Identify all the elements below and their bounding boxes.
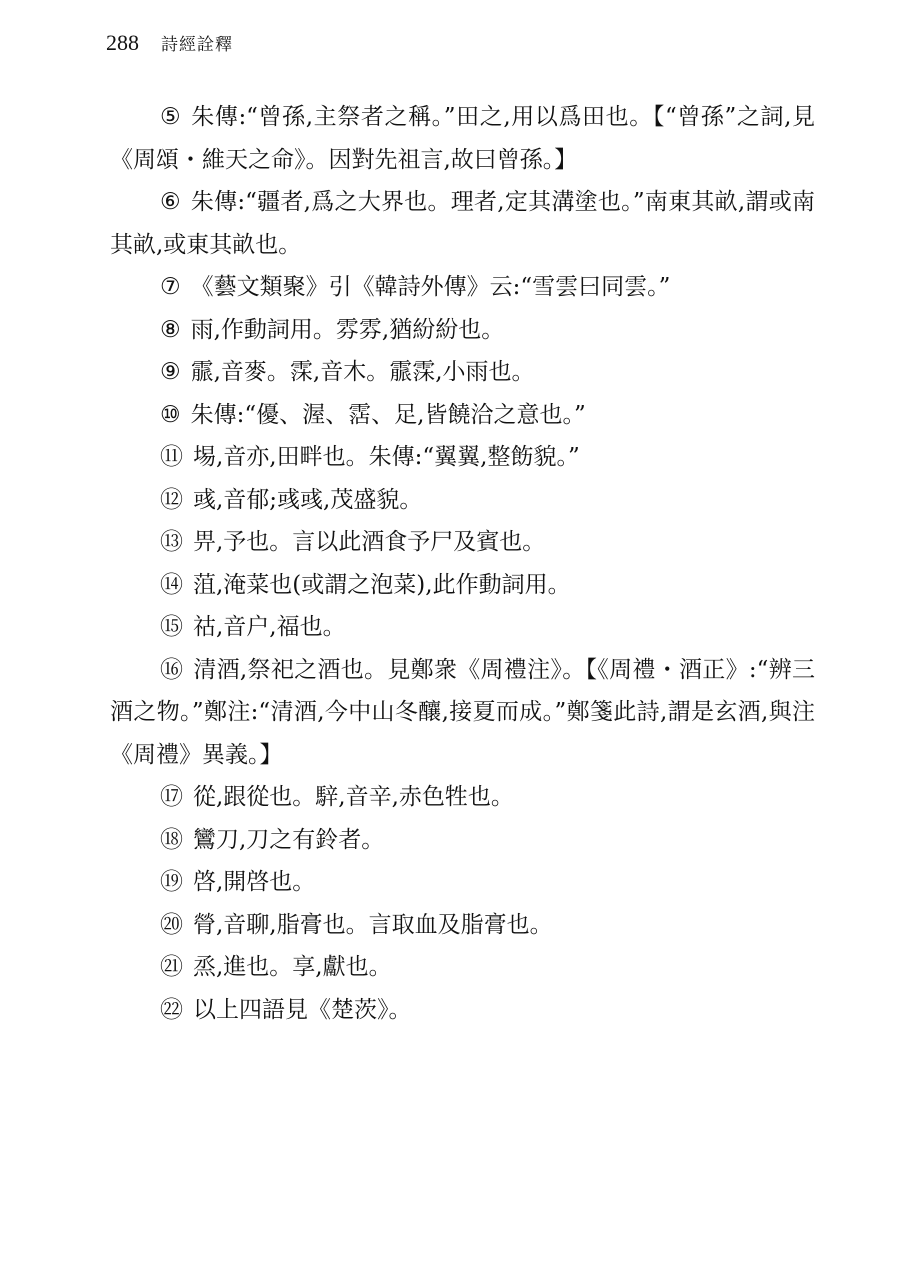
note-text: 畀,予也。言以此酒食予尸及賓也。 <box>193 529 546 555</box>
note-marker: ⑱ <box>160 826 183 853</box>
note-12 <box>110 479 815 522</box>
note-marker: ⑭ <box>160 571 183 598</box>
note-9 <box>110 351 815 394</box>
note-13 <box>110 521 815 564</box>
note-marker: ⑬ <box>160 529 183 555</box>
note-text: 清酒,祭祀之酒也。見鄭衆《周禮注》。【《周禮・酒正》:“辨三酒之物。”鄭注:“清酒,今中山冬釀,接夏而成。”鄭箋此詩,謂是玄酒,與注《周禮》異義。】 <box>110 656 816 768</box>
page-number: 288 <box>106 30 139 55</box>
note-14 <box>110 564 815 607</box>
note-8 <box>110 309 815 352</box>
note-text: 《藝文類聚》引《韓詩外傳》云:“雪雲曰同雲。” <box>190 274 671 300</box>
note-15 <box>110 606 815 649</box>
note-text: 雨,作動詞用。雰雰,猶紛紛也。 <box>190 316 505 343</box>
note-marker: ㉑ <box>160 954 183 980</box>
note-marker: ⑲ <box>160 869 183 895</box>
note-11 <box>110 436 815 479</box>
note-text: 膋,音聊,脂膏也。言取血及脂膏也。 <box>193 911 553 938</box>
endnotes <box>110 96 815 1031</box>
note-text: 朱傳:“曾孫,主祭者之稱。”田之,用以爲田也。【“曾孫”之詞,見《周頌・維天之命》。因對先祖言,故曰曾孫。】 <box>110 104 816 173</box>
note-6 <box>110 181 815 266</box>
note-22 <box>110 989 815 1032</box>
note-marker: ⑧ <box>160 316 181 343</box>
note-marker: ⑦ <box>160 274 181 300</box>
note-text: 霢,音麥。霂,音木。霢霂,小雨也。 <box>190 359 535 385</box>
note-marker: ⑳ <box>160 911 183 938</box>
note-text: 菹,淹菜也(或謂之泡菜),此作動詞用。 <box>193 571 571 598</box>
running-head <box>106 30 233 64</box>
note-text: 從,跟從也。騂,音辛,赤色牲也。 <box>193 784 514 810</box>
note-marker: ⑪ <box>160 444 183 470</box>
note-text: 彧,音郁;彧彧,茂盛貌。 <box>193 486 423 513</box>
note-20 <box>110 904 815 947</box>
note-marker: ⑥ <box>160 189 181 215</box>
book-title: 詩經詮釋 <box>161 35 233 55</box>
note-21 <box>110 946 815 989</box>
note-text: 啓,開啓也。 <box>193 869 316 895</box>
note-marker: ⑯ <box>160 656 184 683</box>
note-18 <box>110 819 815 862</box>
note-marker: ⑮ <box>160 614 183 640</box>
note-marker: ㉒ <box>160 996 183 1023</box>
note-text: 朱傳:“疆者,爲之大界也。理者,定其溝塗也。”南東其畝,謂或南其畝,或東其畝也。 <box>110 189 815 258</box>
note-marker: ⑫ <box>160 486 183 513</box>
note-text: 埸,音亦,田畔也。朱傳:“翼翼,整飭貌。” <box>193 444 580 470</box>
note-text: 以上四語見《楚茨》。 <box>193 996 412 1023</box>
note-marker: ⑤ <box>160 104 182 130</box>
note-16 <box>110 649 815 777</box>
note-19 <box>110 861 815 904</box>
note-text: 烝,進也。享,獻也。 <box>193 954 392 980</box>
note-10 <box>110 394 815 437</box>
note-text: 朱傳:“優、渥、霑、足,皆饒洽之意也。” <box>190 401 586 428</box>
note-5 <box>110 96 815 181</box>
note-marker: ⑨ <box>160 359 181 385</box>
note-7 <box>110 266 815 309</box>
note-marker: ⑩ <box>160 401 181 428</box>
note-text: 祜,音户,福也。 <box>193 614 346 640</box>
note-17 <box>110 776 815 819</box>
note-marker: ⑰ <box>160 784 183 810</box>
note-text: 鸞刀,刀之有鈴者。 <box>193 826 385 853</box>
